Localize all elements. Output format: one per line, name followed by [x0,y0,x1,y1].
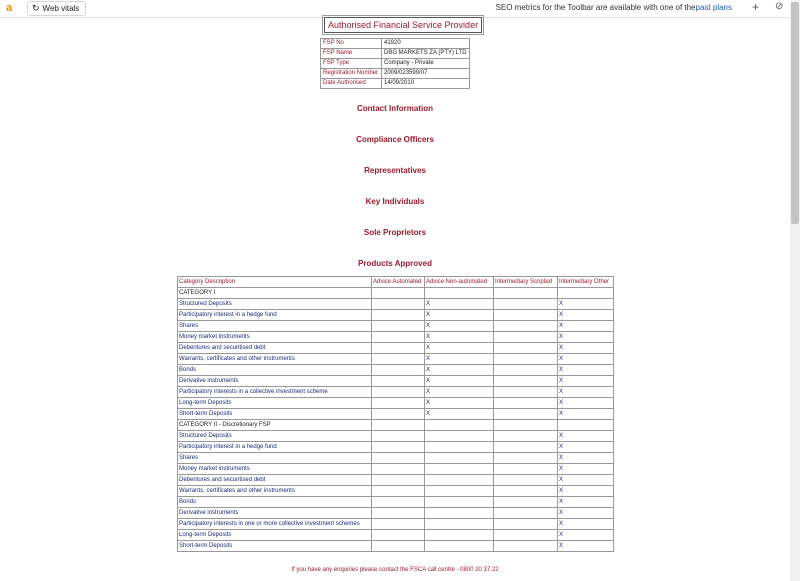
approval-mark: X [558,299,614,310]
approval-mark [372,464,425,475]
product-description: Structured Deposits [178,299,372,310]
approval-mark [425,475,494,486]
approval-mark: X [558,442,614,453]
fsp-detail-row [321,59,470,69]
approval-mark [558,420,614,431]
approval-mark [372,453,425,464]
section-products-approved: Products Approved [358,259,432,268]
approval-mark [558,288,614,299]
fsp-detail-value: Company - Private [382,59,470,69]
approval-mark: X [425,310,494,321]
approval-mark [372,376,425,387]
approval-mark: X [558,387,614,398]
product-row [178,365,614,376]
category-row [178,420,614,431]
approval-mark [425,431,494,442]
approval-mark [494,519,558,530]
approval-mark [494,508,558,519]
approval-mark [494,365,558,376]
product-row [178,497,614,508]
section-contact-information[interactable]: Contact Information [357,104,433,113]
products-column-header: Advice Automated [372,277,425,288]
product-row [178,431,614,442]
fsp-detail-value: 14/09/2010 [382,79,470,89]
approval-mark: X [425,376,494,387]
approval-mark [425,420,494,431]
approval-mark: X [558,431,614,442]
approval-mark: X [558,321,614,332]
approval-mark: X [558,519,614,530]
fsp-detail-label: FSP Type [321,59,382,69]
approval-mark [372,288,425,299]
refresh-icon: ↻ [32,3,40,13]
fsp-detail-label: FSP No [321,39,382,49]
products-approved-table [177,276,614,552]
approval-mark [372,409,425,420]
approval-mark [372,332,425,343]
product-description: Participatory interest in a hedge fund [178,442,372,453]
approval-mark [494,288,558,299]
approval-mark: X [558,486,614,497]
approval-mark [425,519,494,530]
approval-mark [425,497,494,508]
product-row [178,321,614,332]
approval-mark: X [558,376,614,387]
approval-mark [494,321,558,332]
approval-mark [372,442,425,453]
approval-mark [494,442,558,453]
product-description: Long-term Deposits [178,398,372,409]
scrollbar-thumb[interactable] [791,2,799,224]
fsp-detail-value: 41920 [382,39,470,49]
approval-mark: X [558,475,614,486]
approval-mark: X [558,354,614,365]
approval-mark [494,453,558,464]
fsp-detail-row [321,79,470,89]
section-sole-proprietors[interactable]: Sole Proprietors [363,228,427,237]
web-vitals-button[interactable] [27,1,86,16]
approval-mark: X [558,464,614,475]
approval-mark [494,310,558,321]
approval-mark [372,387,425,398]
footer-enquiries: If you have any enquiries please contact the FSCA call centre - 0800 20 37 22 [291,567,499,573]
product-description: Debentures and securitised debt [178,343,372,354]
approval-mark: X [425,398,494,409]
fsp-detail-label: FSP Name [321,49,382,59]
approval-mark [425,530,494,541]
fsp-details-table [320,38,470,89]
approval-mark [425,508,494,519]
product-row [178,464,614,475]
category-label: CATEGORY I [178,288,372,299]
approval-mark [425,486,494,497]
approval-mark [425,541,494,552]
product-row [178,519,614,530]
section-compliance-officers[interactable]: Compliance Officers [356,135,434,144]
product-row [178,508,614,519]
page-title: Authorised Financial Service Provider [324,17,482,33]
product-row [178,530,614,541]
approval-mark [372,486,425,497]
products-column-header: Category Description [178,277,372,288]
toolbar-message-text: SEO metrics for the Toolbar are available with one of the [495,3,696,12]
approval-mark [372,365,425,376]
approval-mark [372,310,425,321]
product-description: Bonds [178,497,372,508]
approval-mark: X [425,409,494,420]
product-row [178,376,614,387]
approval-mark [494,530,558,541]
product-description: Derivative instruments [178,508,372,519]
approval-mark: X [425,299,494,310]
product-row [178,486,614,497]
product-row [178,475,614,486]
vertical-scrollbar[interactable] [790,0,800,581]
approval-mark [494,541,558,552]
approval-mark: X [558,497,614,508]
seo-toolbar [0,0,790,18]
section-representatives[interactable]: Representatives [364,166,426,175]
approval-mark: X [425,387,494,398]
approval-mark: X [558,332,614,343]
approval-mark: X [558,530,614,541]
fsp-detail-row [321,49,470,59]
approval-mark [494,486,558,497]
product-row [178,332,614,343]
product-description: Warrants, certificates and other instruments [178,354,372,365]
product-description: Warrants, certificates and other instruments [178,486,372,497]
product-row [178,453,614,464]
product-description: Money market instruments [178,464,372,475]
category-row [178,288,614,299]
approval-mark: X [558,453,614,464]
product-description: Debentures and securitised debt [178,475,372,486]
approval-mark [372,321,425,332]
approval-mark [494,431,558,442]
approval-mark [372,530,425,541]
approval-mark [372,519,425,530]
approval-mark [494,332,558,343]
approval-mark [372,475,425,486]
product-description: Shares [178,453,372,464]
plus-icon[interactable]: + [752,0,760,14]
fsp-detail-label: Registration Number [321,69,382,79]
approval-mark [494,299,558,310]
products-column-header: Advice Non-automated [425,277,494,288]
category-label: CATEGORY II - Discretionary FSP [178,420,372,431]
approval-mark [425,288,494,299]
paid-plans-link[interactable]: paid plans [695,3,732,12]
approval-mark [494,464,558,475]
approval-mark [494,409,558,420]
section-key-individuals[interactable]: Key Individuals [365,197,425,206]
fsp-detail-row [321,69,470,79]
approval-mark [372,431,425,442]
approval-mark [494,376,558,387]
approval-mark: X [425,354,494,365]
approval-mark: X [558,398,614,409]
approval-mark [425,453,494,464]
approval-mark [425,442,494,453]
fsp-detail-label: Date Authorised [321,79,382,89]
approval-mark [372,541,425,552]
fsp-detail-value: DBG MARKETS ZA (PTY) LTD [382,49,470,59]
fsp-detail-row [321,39,470,49]
products-column-header: Intermediary Other [558,277,614,288]
product-row [178,387,614,398]
approval-mark: X [558,365,614,376]
approval-mark: X [558,508,614,519]
approval-mark [372,497,425,508]
product-description: Short-term Deposits [178,541,372,552]
product-row [178,442,614,453]
approval-mark: X [425,343,494,354]
product-row [178,354,614,365]
approval-mark: X [425,321,494,332]
approval-mark [372,508,425,519]
approval-mark [372,354,425,365]
ahrefs-logo-icon[interactable]: a [6,2,13,14]
approval-mark [425,464,494,475]
approval-mark [372,343,425,354]
approval-mark [494,497,558,508]
product-description: Short-term Deposits [178,409,372,420]
product-description: Participatory interests in one or more collective investment schemes [178,519,372,530]
product-description: Long-term Deposits [178,530,372,541]
web-vitals-label: Web vitals [42,4,80,13]
approval-mark: X [425,332,494,343]
approval-mark: X [558,310,614,321]
block-icon[interactable]: ⊘ [775,1,784,12]
approval-mark: X [558,541,614,552]
products-header-row [178,277,614,288]
approval-mark [494,343,558,354]
product-description: Participatory interest in a hedge fund [178,310,372,321]
approval-mark: X [558,343,614,354]
approval-mark [372,299,425,310]
product-row [178,299,614,310]
product-description: Shares [178,321,372,332]
product-row [178,343,614,354]
approval-mark [494,420,558,431]
approval-mark [494,475,558,486]
approval-mark [494,354,558,365]
product-description: Money market instruments [178,332,372,343]
approval-mark [494,398,558,409]
fsp-detail-value: 2009/023599/07 [382,69,470,79]
products-column-header: Intermediary Scripted [494,277,558,288]
product-row [178,409,614,420]
approval-mark: X [558,409,614,420]
product-description: Structured Deposits [178,431,372,442]
approval-mark [494,387,558,398]
approval-mark: X [425,365,494,376]
approval-mark [372,420,425,431]
product-description: Participatory interests in a collective investment scheme [178,387,372,398]
product-description: Derivative instruments [178,376,372,387]
product-row [178,541,614,552]
product-row [178,398,614,409]
approval-mark [372,398,425,409]
toolbar-message [496,3,732,12]
product-description: Bonds [178,365,372,376]
product-row [178,310,614,321]
